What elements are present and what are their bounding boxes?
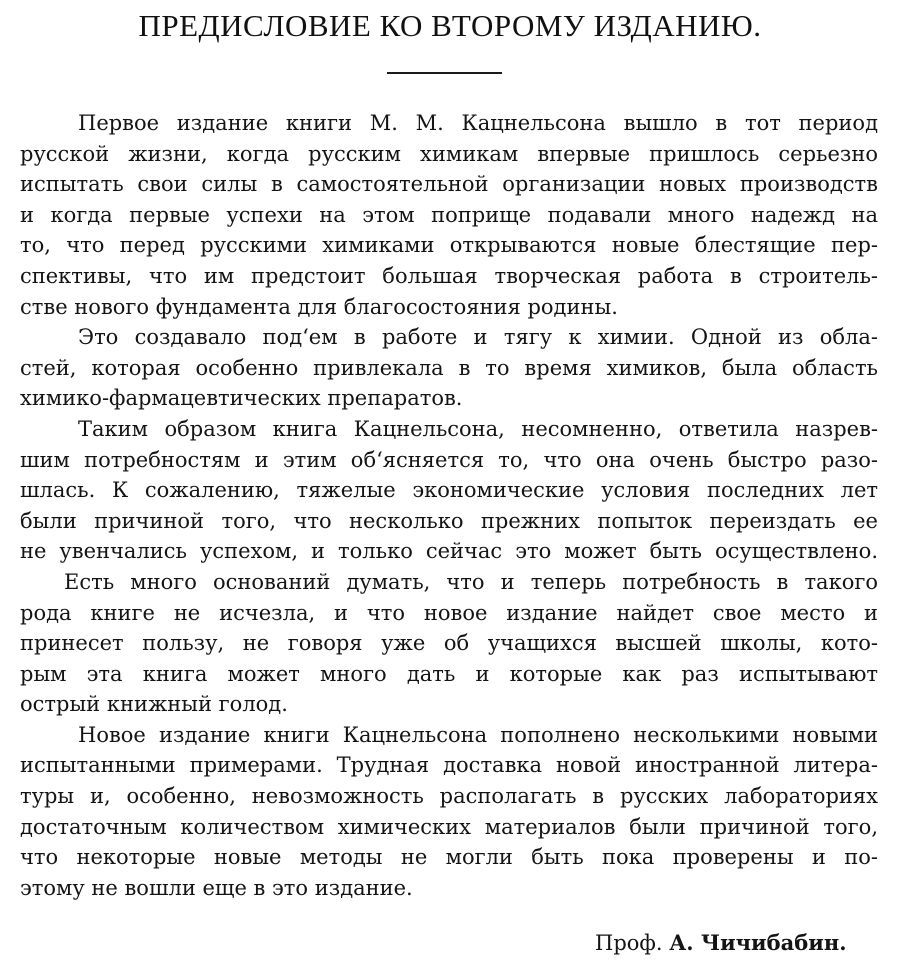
paragraph-1-line-6: спективы, что им предстоит большая творческая работа в строитель- [20, 263, 878, 288]
paragraph-2-line-2: стей, которая особенно привлекала в то время химиков, была область [20, 355, 878, 380]
paragraph-1-line-4: и когда первые успехи на этом поприще подавали много надежд на [20, 202, 878, 227]
page-title: ПРЕДИСЛОВИЕ КО ВТОРОМУ ИЗДАНИЮ. [138, 8, 762, 43]
paragraph-4-line-2: рода книге не исчезла, и что новое издание найдет свое место и [20, 600, 878, 625]
preface-body [20, 108, 878, 903]
paragraph-5-line-1: Новое издание книги Кацнельсона пополнено несколькими новыми [78, 722, 878, 747]
paragraph-1-line-3: испытать свои силы в самостоятельной организации новых производств [20, 172, 878, 197]
paragraph-4-line-5: острый книжный голод. [20, 692, 288, 717]
paragraph-5-line-2: испытанными примерами. Трудная доставка новой иностранной литера- [20, 753, 878, 778]
signature-name: А. Чичибабин. [669, 930, 847, 955]
paragraph-5-line-6: этому не вошли еще в это издание. [20, 875, 413, 900]
paragraph-5-line-3: туры и, особенно, невозможность располагать в русских лабораториях [20, 784, 878, 809]
paragraph-1-line-7: стве нового фундамента для благосостояния родины. [20, 294, 618, 319]
paragraph-1-line-5: то, что перед русскими химиками открываются новые блестящие пер- [20, 233, 878, 258]
paragraph-3-line-5: не увенчались успехом, и только сейчас это может быть осуществлено. [20, 539, 878, 564]
title-divider [387, 72, 502, 74]
paragraph-3-line-3: шлась. К сожалению, тяжелые экономические условия последних лет [20, 478, 878, 503]
paragraph-4-line-1: Есть много оснований думать, что и теперь потребность в такого [64, 569, 878, 594]
paragraph-3-line-2: шим потребностям и этим об‘ясняется то, что она очень быстро разо- [20, 447, 878, 472]
author-signature [595, 928, 847, 958]
paragraph-3-line-4: были причиной того, что несколько прежних попыток переиздать ее [20, 508, 878, 533]
paragraph-1-line-2: русской жизни, когда русским химикам впервые пришлось серьезно [20, 141, 878, 166]
paragraph-5-line-5: что некоторые новые методы не могли быть пока проверены и по- [20, 845, 878, 870]
paragraph-3-line-1: Таким образом книга Кацнельсона, несомненно, ответила назрев- [78, 416, 878, 441]
signature-title: Проф. [595, 931, 663, 955]
paragraph-4-line-4: рым эта книга может много дать и которые как раз испытывают [20, 661, 878, 686]
paragraph-1-line-1: Первое издание книги М. М. Кацнельсона вышло в тот период [78, 111, 878, 135]
paragraph-2-line-3: химико-фармацевтических препаратов. [20, 386, 463, 411]
paragraph-2-line-1: Это создавало под‘ем в работе и тягу к химии. Одной из обла- [78, 325, 878, 350]
paragraph-4-line-3: принесет пользу, не говоря уже об учащихся высшей школы, кото- [20, 631, 878, 656]
paragraph-5-line-4: достаточным количеством химических материалов были причиной того, [20, 814, 878, 839]
